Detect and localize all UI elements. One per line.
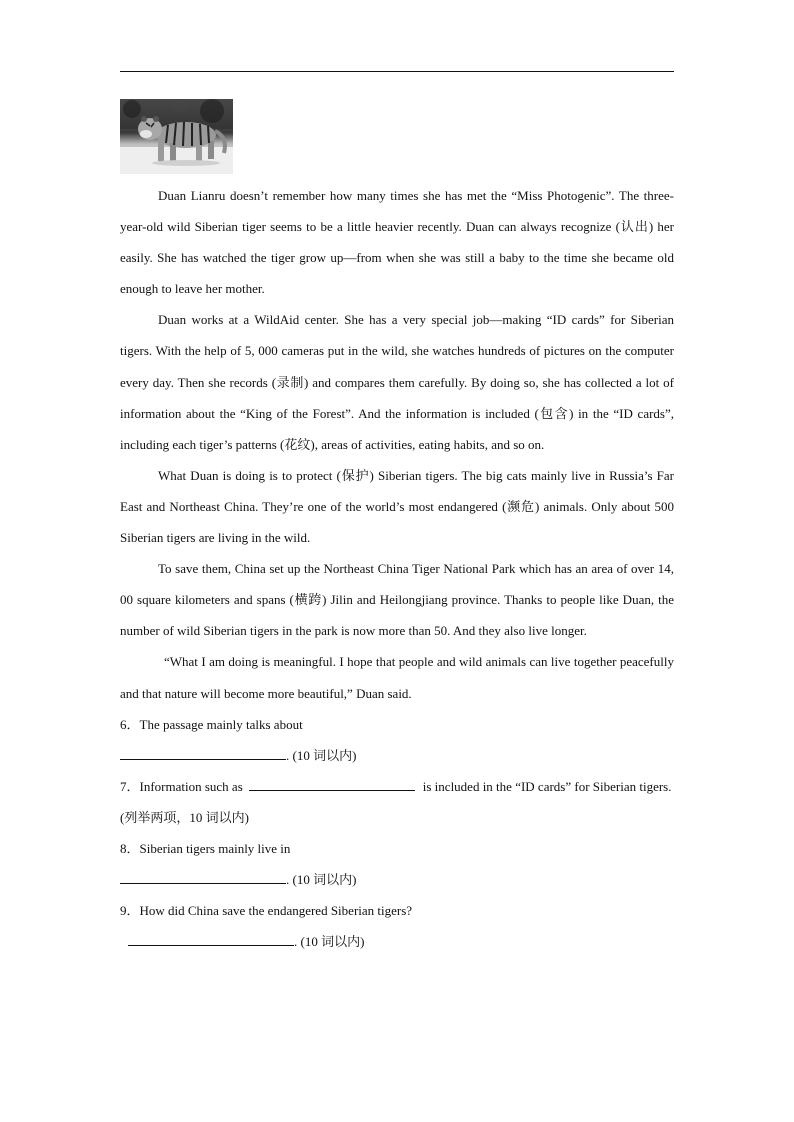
tiger-photo xyxy=(120,99,233,174)
passage-paragraph-2: Duan works at a WildAid center. She has a very special job—making “ID cards” for Siberian tigers. With the help of 5, 000 cameras put in the wild, she watches hundreds of pictures on the computer every day. Then she records (录制) and compares them carefully. By doing so, she has collected a lot of information about the “King of the Forest”. And the information is included (包含) in the “ID cards”, including each tiger’s patterns (花纹), areas of activities, eating habits, and so on. xyxy=(120,312,674,452)
question-6 xyxy=(120,709,674,771)
question-7-answer-blank[interactable] xyxy=(249,778,415,791)
question-6-answer-blank[interactable] xyxy=(120,747,286,760)
question-6-prompt: 6．The passage mainly talks about xyxy=(120,716,303,732)
question-9-prompt: 9．How did China save the endangered Siberian tigers? xyxy=(120,903,413,919)
passage-paragraph-4: To save them, China set up the Northeast China Tiger National Park which has an area of over 14, 00 square kilometers and spans (横跨) Jilin and Heilongjiang province. Thanks to people like Duan, the number of wild Siberian tigers in the park is now more than 50. And they also live longer. xyxy=(120,561,674,639)
question-9-suffix: . (10 词以内) xyxy=(294,934,365,950)
question-8-answer-blank[interactable] xyxy=(120,871,286,884)
question-7-suffix: is included in the “ID cards” for Siberian tigers. (列举两项，10 词以内) xyxy=(120,778,672,825)
question-9 xyxy=(120,895,674,957)
header-rule xyxy=(120,71,674,72)
passage-paragraph-3: What Duan is doing is to protect (保护) Siberian tigers. The big cats mainly live in Russia’s Far East and Northeast China. They’re one of the world’s most endangered (濒危) animals. Only about 500 Siberian tigers are living in the wild. xyxy=(120,467,674,546)
question-8 xyxy=(120,833,674,895)
question-8-suffix: . (10 词以内) xyxy=(286,872,357,888)
reading-passage xyxy=(120,180,674,957)
tiger-illustration xyxy=(120,99,233,174)
question-7-prompt: 7．Information such as xyxy=(120,778,243,794)
question-7 xyxy=(120,771,674,833)
question-8-prompt: 8．Siberian tigers mainly live in xyxy=(120,840,291,856)
passage-paragraph-5: “What I am doing is meaningful. I hope that people and wild animals can live together peacefully and that nature will become more beautiful,” Duan said. xyxy=(120,654,674,701)
question-9-answer-blank[interactable] xyxy=(128,933,294,946)
question-6-suffix: . (10 词以内) xyxy=(286,747,357,763)
passage-paragraph-1: Duan Lianru doesn’t remember how many times she has met the “Miss Photogenic”. The three-year-old wild Siberian tiger seems to be a little heavier recently. Duan can always recognize (认出) her easily. She has watched the tiger grow up—from when she was still a baby to the time she became old enough to leave her mother. xyxy=(120,188,674,297)
